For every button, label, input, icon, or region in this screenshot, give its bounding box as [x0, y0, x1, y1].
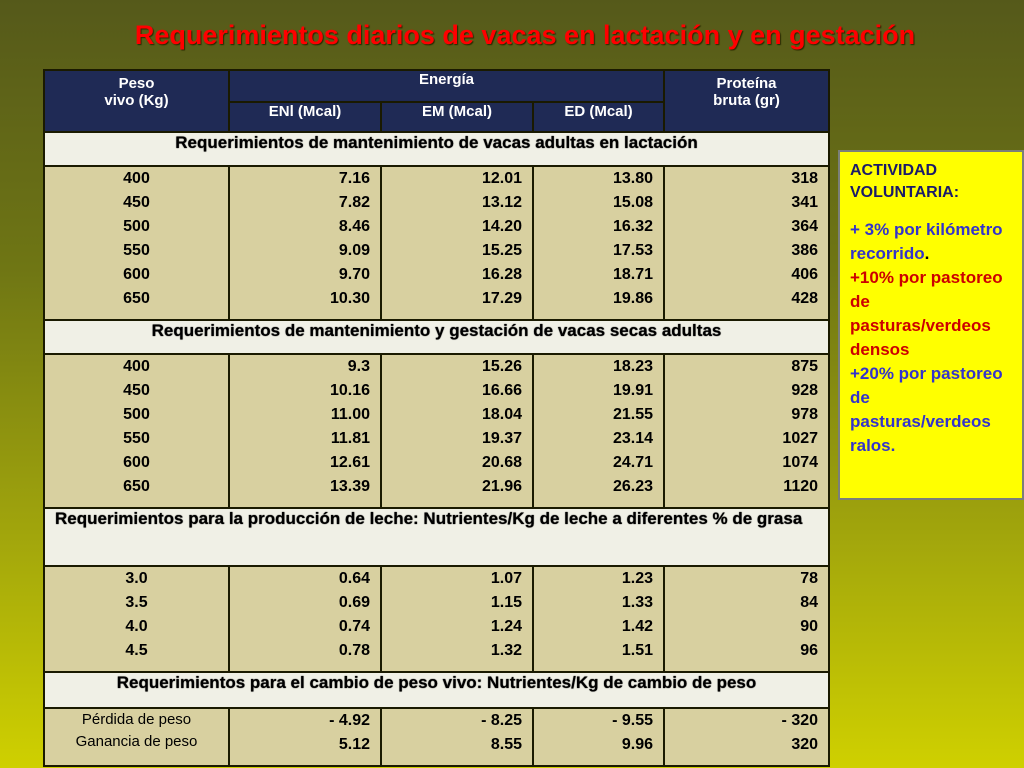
section-data-gestation [44, 354, 829, 508]
header-peso: Peso vivo (Kg) [44, 70, 229, 132]
col-eni: - 4.92 5.12 [229, 708, 381, 766]
section-data-lactation [44, 166, 829, 320]
col-em: 15.26 16.66 18.04 19.37 20.68 21.96 [381, 354, 533, 508]
col-em: 12.01 13.12 14.20 15.25 16.28 17.29 [381, 166, 533, 320]
col-proteina: 875 928 978 1027 1074 1120 [664, 354, 829, 508]
col-em: - 8.25 8.55 [381, 708, 533, 766]
slide-title: Requerimientos diarios de vacas en lactación y en gestación [134, 20, 916, 50]
col-em: 1.07 1.15 1.24 1.32 [381, 566, 533, 672]
col-proteina: 318 341 364 386 406 428 [664, 166, 829, 320]
section-label-gestation: Requerimientos de mantenimiento y gestación de vacas secas adultas [44, 320, 829, 354]
header-em: EM (Mcal) [381, 102, 533, 132]
header-eni: ENl (Mcal) [229, 102, 381, 132]
activity-item-sparse: +20% por pastoreo de pasturas/verdeos ralos. [850, 364, 1003, 455]
section-label-milk: Requerimientos para la producción de leche: Nutrientes/Kg de leche a diferentes % de grasa [44, 508, 829, 566]
col-ed: 1.23 1.33 1.42 1.51 [533, 566, 664, 672]
section-data-milk [44, 566, 829, 672]
col-peso: 400 450 500 550 600 650 [44, 166, 229, 320]
col-grasa: 3.0 3.5 4.0 4.5 [44, 566, 229, 672]
col-tipo: Pérdida de peso Ganancia de peso [44, 708, 229, 766]
col-proteina: - 320 320 [664, 708, 829, 766]
col-ed: 13.80 15.08 16.32 17.53 18.71 19.86 [533, 166, 664, 320]
activity-heading: ACTIVIDAD VOLUNTARIA: [850, 162, 960, 201]
header-proteina: Proteína bruta (gr) [664, 70, 829, 132]
col-proteina: 78 84 90 96 [664, 566, 829, 672]
section-data-weight-change [44, 708, 829, 766]
requirements-table [43, 69, 830, 767]
header-ed: ED (Mcal) [533, 102, 664, 132]
section-label-lactation: Requerimientos de mantenimiento de vacas adultas en lactación [44, 132, 829, 166]
activity-item-km: + 3% por kilómetro recorrido. [850, 220, 1003, 263]
section-label-weight-change: Requerimientos para el cambio de peso vivo: Nutrientes/Kg de cambio de peso [44, 672, 829, 708]
activity-note-box [838, 150, 1024, 500]
col-eni: 7.16 7.82 8.46 9.09 9.70 10.30 [229, 166, 381, 320]
col-eni: 9.3 10.16 11.00 11.81 12.61 13.39 [229, 354, 381, 508]
activity-item-dense: +10% por pastoreo de pasturas/verdeos densos [850, 268, 1003, 359]
col-eni: 0.64 0.69 0.74 0.78 [229, 566, 381, 672]
header-energia: Energía [229, 70, 664, 102]
col-ed: - 9.55 9.96 [533, 708, 664, 766]
col-peso: 400 450 500 550 600 650 [44, 354, 229, 508]
col-ed: 18.23 19.91 21.55 23.14 24.71 26.23 [533, 354, 664, 508]
